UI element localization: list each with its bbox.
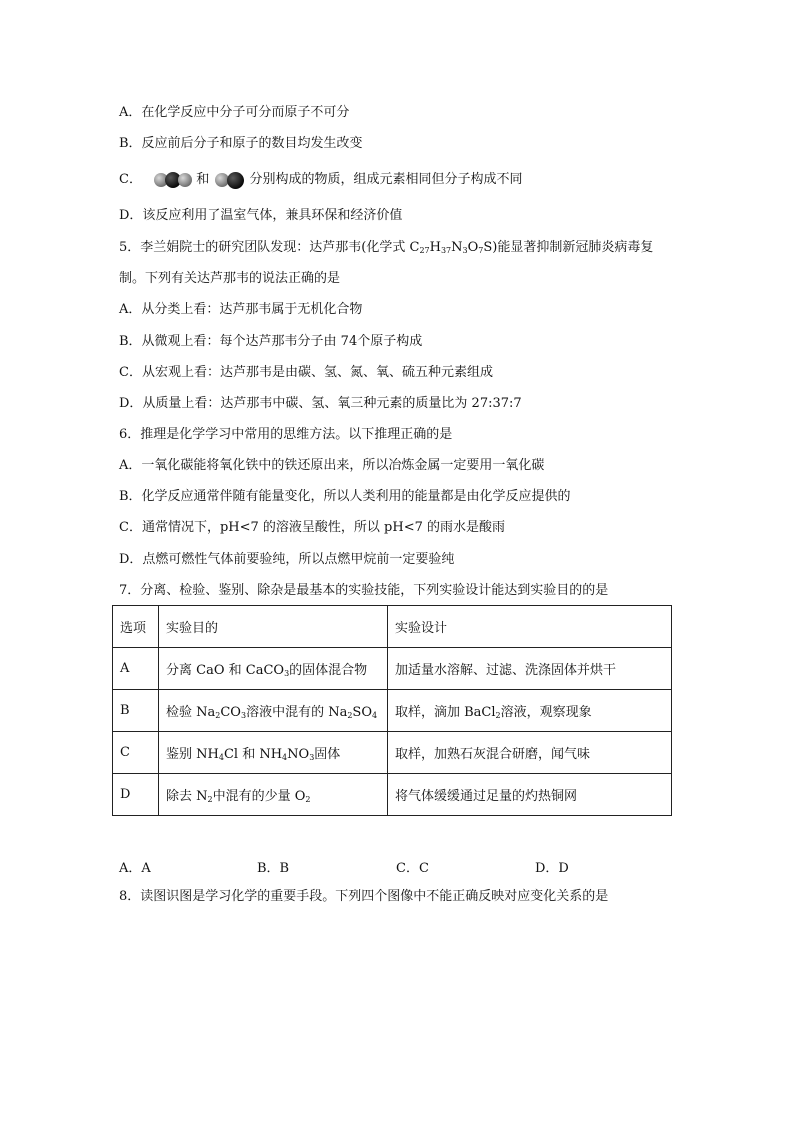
row-design: 取样，滴加 BaCl$_2$溶液，观察现象 <box>388 690 672 732</box>
q4-option-d: D．该反应利用了温室气体，兼具环保和经济价值 <box>119 208 403 223</box>
row-design: 加适量水溶解、过滤、洗涤固体并烘干 <box>388 648 672 690</box>
q6-option-a: A．一氧化碳能将氧化铁中的铁还原出来，所以冶炼金属一定要用一氧化碳 <box>119 458 545 473</box>
q4-option-c-and: 和 <box>196 172 210 187</box>
q4-option-a: A．在化学反应中分子可分而原子不可分 <box>119 105 350 120</box>
header-purpose: 实验目的 <box>159 606 388 648</box>
q7-answer-b: B．B <box>257 861 290 876</box>
q6-stem: 6．推理是化学学习中常用的思维方法。以下推理正确的是 <box>119 427 453 442</box>
row-design: 将气体缓缓通过足量的灼热铜网 <box>388 774 672 816</box>
q4-option-c-prefix: C． <box>119 172 142 187</box>
q7-answer-options <box>119 857 639 875</box>
row-option: A <box>113 648 159 690</box>
row-option: C <box>113 732 159 774</box>
row-purpose: 分离 CaO 和 CaCO$_3$的固体混合物 <box>159 648 388 690</box>
row-purpose: 鉴别 $NH_4Cl$ 和 $NH_4NO_3$固体 <box>159 732 388 774</box>
q7-answer-c: C．C <box>396 861 429 876</box>
q6-option-d: D．点燃可燃性气体前要验纯，所以点燃甲烷前一定要验纯 <box>119 552 455 567</box>
table-row <box>113 732 672 774</box>
co-molecule-icon <box>215 172 245 188</box>
q5-option-c: C．从宏观上看：达芦那韦是由碳、氢、氮、氧、硫五种元素组成 <box>119 365 493 380</box>
table-row <box>113 648 672 690</box>
q6-option-c: C．通常情况下，pH<7 的溶液呈酸性，所以 pH<7 的雨水是酸雨 <box>119 520 505 535</box>
experiment-table <box>112 605 672 816</box>
q5-option-a: A．从分类上看：达芦那韦属于无机化合物 <box>119 302 363 317</box>
q5-option-b: B．从微观上看：每个达芦那韦分子由 74个原子构成 <box>119 334 423 349</box>
co2-molecule-icon <box>154 172 192 188</box>
q7-answer-d: D．D <box>535 861 569 876</box>
q4-option-b: B．反应前后分子和原子的数目均发生改变 <box>119 136 363 151</box>
header-design: 实验设计 <box>388 606 672 648</box>
header-option: 选项 <box>113 606 159 648</box>
row-design: 取样，加熟石灰混合研磨，闻气味 <box>388 732 672 774</box>
q4-option-c-text: 分别构成的物质，组成元素相同但分子构成不同 <box>249 172 523 187</box>
row-option: B <box>113 690 159 732</box>
q6-option-b: B．化学反应通常伴随有能量变化，所以人类利用的能量都是由化学反应提供的 <box>119 489 571 504</box>
q8-stem: 8．读图识图是学习化学的重要手段。下列四个图像中不能正确反映对应变化关系的是 <box>119 889 609 904</box>
q4-option-c <box>119 171 523 189</box>
q5-stem-line-1: 5．李兰娟院士的研究团队发现：达芦那韦(化学式 $C_{27}H_{37}N_3O_7S$)能显著抑制新冠肺炎病毒复 <box>119 240 654 255</box>
row-option: D <box>113 774 159 816</box>
table-row <box>113 774 672 816</box>
q7-stem: 7．分离、检验、鉴别、除杂是最基本的实验技能，下列实验设计能达到实验目的的是 <box>119 583 609 598</box>
row-purpose: 检验 $Na_2CO_3$溶液中混有的 $Na_2SO_4$ <box>159 690 388 732</box>
q5-option-d: D．从质量上看：达芦那韦中碳、氢、氧三种元素的质量比为 27:37:7 <box>119 396 522 411</box>
q5-stem-line-2: 制。下列有关达芦那韦的说法正确的是 <box>119 271 341 286</box>
table-row <box>113 690 672 732</box>
q7-answer-a: A．A <box>119 861 151 876</box>
row-purpose: 除去 $N_2$中混有的少量 $O_2$ <box>159 774 388 816</box>
table-header-row <box>113 606 672 648</box>
